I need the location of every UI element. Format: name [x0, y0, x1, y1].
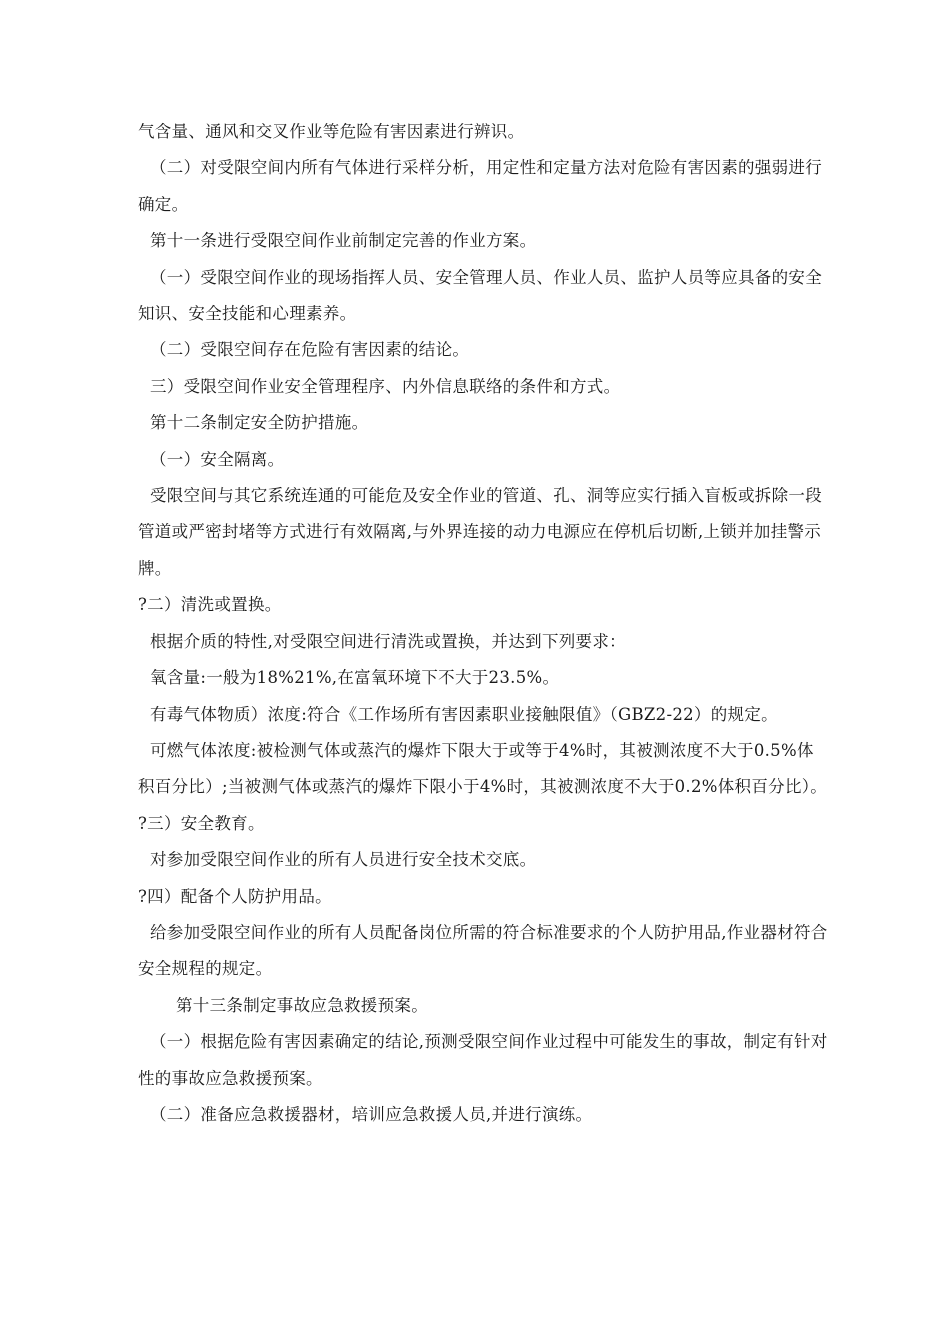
- paragraph-20: （一）根据危险有害因素确定的结论,预测受限空间作业过程中可能发生的事故，制定有针对性的事故应急救援预案。: [138, 1032, 828, 1088]
- paragraph-3: 第十一条进行受限空间作业前制定完善的作业方案。: [150, 231, 537, 251]
- paragraph-4: （一）受限空间作业的现场指挥人员、安全管理人员、作业人员、监护人员等应具备的安全知识、安全技能和心理素养。: [138, 267, 822, 324]
- paragraph-12: 氧含量:一般为18%21%,在富氧环境下不大于23.5%。: [150, 668, 560, 688]
- document-body: [138, 114, 828, 1133]
- paragraph-15: ?三）安全教育。: [138, 813, 265, 833]
- paragraph-1: 气含量、通风和交叉作业等危险有害因素进行辨识。: [138, 122, 525, 141]
- paragraph-17: ?四）配备个人防护用品。: [138, 886, 332, 906]
- paragraph-11: 根据介质的特性,对受限空间进行清洗或置换，并达到下列要求：: [150, 631, 626, 651]
- paragraph-7: 第十二条制定安全防护措施。: [150, 413, 369, 433]
- paragraph-13: 有毒气体物质）浓度:符合《工作场所有害因素职业接触限值》（GBZ2-22）的规定。: [150, 704, 778, 724]
- paragraph-2: （二）对受限空间内所有气体进行采样分析，用定性和定量方法对危险有害因素的强弱进行确定。: [138, 158, 822, 214]
- paragraph-14: 可燃气体浓度:被检测气体或蒸汽的爆炸下限大于或等于4%时，其被测浓度不大于0.5%体积百分比）;当被测气体或蒸汽的爆炸下限小于4%时，其被测浓度不大于0.2%体积百分比）。: [138, 740, 828, 797]
- paragraph-21: （二）准备应急救援器材，培训应急救援人员,并进行演练。: [150, 1104, 593, 1124]
- paragraph-9: 受限空间与其它系统连通的可能危及安全作业的管道、孔、洞等应实行插入盲板或拆除一段管道或严密封堵等方式进行有效隔离,与外界连接的动力电源应在停机后切断,上锁并加挂警示牌。: [138, 486, 822, 578]
- paragraph-5: （二）受限空间存在危险有害因素的结论。: [150, 340, 470, 360]
- paragraph-18: 给参加受限空间作业的所有人员配备岗位所需的符合标准要求的个人防护用品,作业器材符合安全规程的规定。: [138, 922, 828, 979]
- paragraph-6: 三）受限空间作业安全管理程序、内外信息联络的条件和方式。: [150, 376, 621, 396]
- paragraph-19: 第十三条制定事故应急救援预案。: [176, 995, 428, 1015]
- paragraph-8: （一）安全隔离。: [150, 449, 285, 469]
- paragraph-10: ?二）清洗或置换。: [138, 595, 282, 615]
- paragraph-16: 对参加受限空间作业的所有人员进行安全技术交底。: [150, 850, 537, 870]
